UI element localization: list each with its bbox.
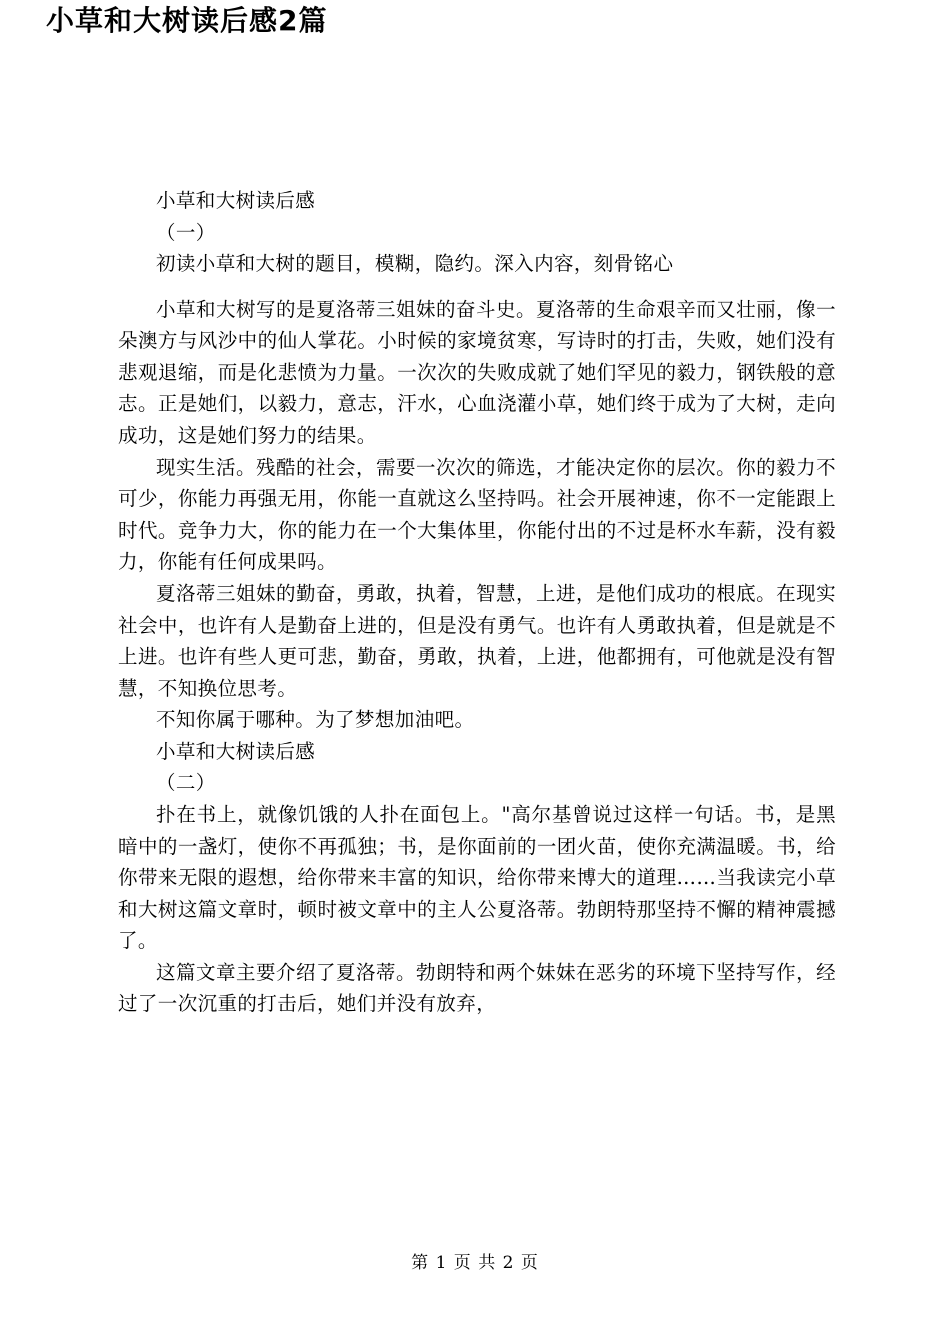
paragraph-body-4: 不知你属于哪种。为了梦想加油吧。 — [156, 708, 475, 732]
paragraph-body-5: 扑在书上，就像饥饿的人扑在面包上。"高尔基曾说过这样一句话。书，是黑暗中的一盏灯，使你不再孤独；书，是你面前的一团火苗，使你充满温暖。书，给你带来无限的遐想，给你带来丰富的知识，给你带来博大的道理……当我读完小草和大树这篇文章时，顿时被文章中的主人公夏洛蒂。勃朗特那坚持不懈的精神震撼了。 — [118, 802, 836, 953]
paragraph-heading-1: 小草和大树读后感 — [156, 189, 316, 212]
paragraph-body-3: 夏洛蒂三姐妹的勤奋，勇敢，执着，智慧，上进，是他们成功的根底。在现实社会中，也许有人是勤奋上进的，但是没有勇气。也许有人勇敢执着，但是就是不上进。也许有些人更可悲，勤奋，勇敢，执着，上进，他都拥有，可他就是没有智慧，不知换位思考。 — [118, 581, 836, 700]
paragraph-section-two-marker: （二） — [156, 771, 216, 795]
page-title: 小草和大树读后感2篇 — [46, 4, 328, 37]
paragraph-heading-2: 小草和大树读后感 — [156, 739, 316, 763]
paragraph-spacer — [118, 280, 836, 294]
paragraph-body-2: 现实生活。残酷的社会，需要一次次的筛选，才能决定你的层次。你的毅力不可少，你能力再强无用，你能一直就这么坚持吗。社会开展神速，你不一定能跟上时代。竞争力大，你的能力在一个大集体里，你能付出的不过是杯水车薪，没有毅力，你能有任何成果吗。 — [118, 455, 836, 574]
paragraph-body-1: 小草和大树写的是夏洛蒂三姐妹的奋斗史。夏洛蒂的生命艰辛而又壮丽，像一朵澳方与风沙中的仙人掌花。小时候的家境贫寒，写诗时的打击，失败，她们没有悲观退缩，而是化悲愤为力量。一次次的失败成就了她们罕见的毅力，钢铁般的意志。正是她们，以毅力，意志，汗水，心血浇灌小草，她们终于成为了大树，走向成功，这是她们努力的结果。 — [118, 297, 836, 448]
page-footer: 第 1 页 共 2 页 — [411, 1253, 539, 1273]
paragraph-section-one-marker: （一） — [156, 220, 216, 244]
paragraph-body-6: 这篇文章主要介绍了夏洛蒂。勃朗特和两个妹妹在恶劣的环境下坚持写作，经过了一次沉重的打击后，她们并没有放弃， — [118, 960, 836, 1016]
paragraph-intro: 初读小草和大树的题目，模糊，隐约。深入内容，刻骨铭心 — [156, 252, 674, 276]
document-body — [118, 185, 836, 1020]
